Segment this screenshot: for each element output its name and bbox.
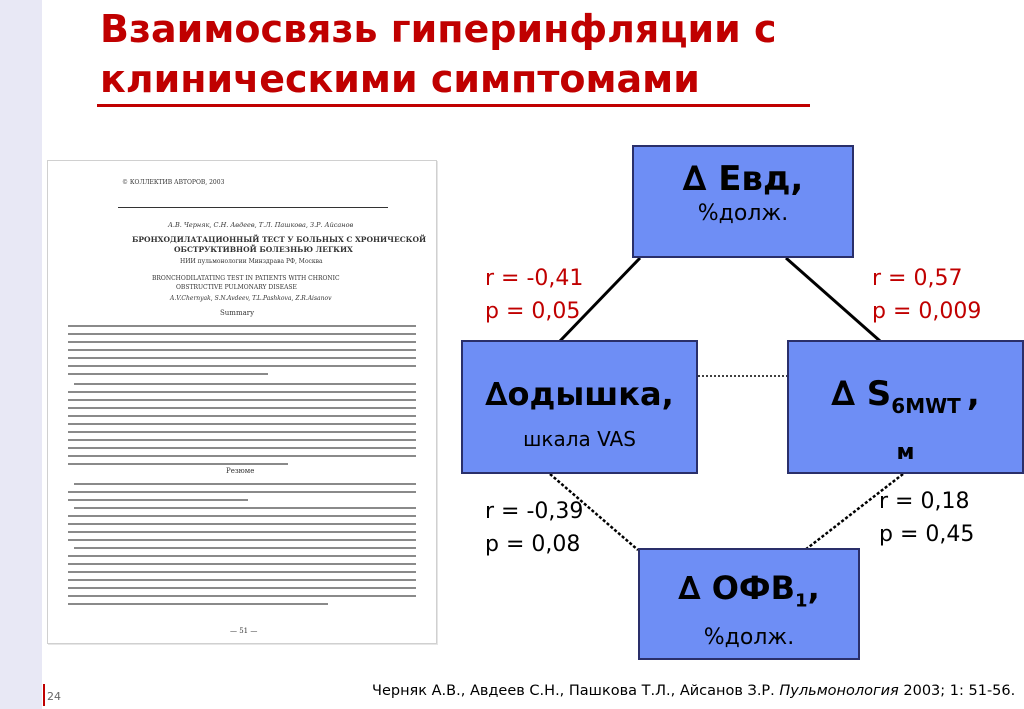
- stat-dyspnea-ofv1: [485, 495, 583, 561]
- stat-dyspnea-ofv1-p: p = 0,08: [485, 532, 581, 557]
- node-s6mwt-label: [789, 374, 1022, 426]
- node-dyspnea-label: ∆одышка,: [485, 375, 674, 413]
- stat-dyspnea-ofv1-r: r = -0,39: [485, 499, 584, 524]
- citation-tail: 2003; 1: 51-56.: [898, 683, 1016, 699]
- node-ofv1-label: [640, 568, 858, 621]
- connector-evd-s6mwt: [786, 258, 880, 341]
- stat-evd-dyspnea-r: r = -0,41: [485, 266, 584, 291]
- node-dyspnea-unit: шкала VAS: [523, 427, 636, 451]
- stat-evd-s6mwt-r: r = 0,57: [872, 266, 963, 291]
- slide-title-line1: Взаимосвязь гиперинфляции с: [100, 7, 777, 51]
- page-number-marker: [43, 684, 45, 706]
- node-ofv1-unit: %долж.: [703, 625, 795, 651]
- article-copyright: © КОЛЛЕКТИВ АВТОРОВ, 2003: [122, 179, 225, 186]
- stat-s6mwt-ofv1: [879, 485, 974, 551]
- node-s6mwt: [787, 340, 1024, 474]
- article-title-ru-1: БРОНХОДИЛАТАЦИОННЫЙ ТЕСТ У БОЛЬНЫХ С ХРОНИЧЕСКОЙ: [132, 235, 427, 244]
- node-ofv1-label-main: ∆ ОФВ: [678, 569, 796, 607]
- article-authors: А.В. Черняк, С.Н. Авдеев, Т.Л. Пашкова, З.Р. Айсанов: [168, 221, 354, 229]
- node-dyspnea: [461, 340, 698, 474]
- article-summary-heading: Summary: [220, 309, 255, 317]
- citation-journal: Пульмонология: [779, 683, 899, 699]
- citation-authors: Черняк А.В., Авдеев С.Н., Пашкова Т.Л., Айсанов З.Р.: [372, 683, 780, 699]
- node-evd-label: ∆ Евд,: [682, 159, 804, 199]
- citation: [372, 683, 1015, 699]
- stat-s6mwt-ofv1-p: p = 0,45: [879, 522, 975, 547]
- node-s6mwt-unit: м: [896, 439, 915, 465]
- node-ofv1-label-tail: ,: [807, 569, 820, 607]
- stat-evd-s6mwt: [872, 262, 981, 328]
- article-title-ru-2: ОБСТРУКТИВНОЙ БОЛЕЗНЬЮ ЛЕГКИХ: [174, 245, 353, 254]
- node-s6mwt-label-sub: 6MWT: [891, 393, 961, 418]
- stat-evd-dyspnea-p: p = 0,05: [485, 299, 581, 324]
- article-page-number: — 51 —: [230, 627, 258, 635]
- node-s6mwt-label-main: ∆ S: [831, 374, 892, 414]
- article-title-en-1: BRONCHODILATATING TEST IN PATIENTS WITH CHRONIC: [152, 275, 340, 282]
- stat-evd-dyspnea: [485, 262, 583, 328]
- article-title-en-2: OBSTRUCTIVE PULMONARY DISEASE: [176, 284, 297, 291]
- node-ofv1: [638, 548, 860, 660]
- page-number: 24: [47, 690, 61, 703]
- article-authors-en: A.V.Chernyak, S.N.Avdeev, T.L.Pashkova, Z.R.Aisanov: [170, 295, 332, 302]
- node-s6mwt-label-tail: ,: [966, 374, 980, 414]
- node-evd: [632, 145, 854, 258]
- node-evd-unit: %долж.: [697, 201, 789, 226]
- stat-s6mwt-ofv1-r: r = 0,18: [879, 489, 970, 514]
- stat-evd-s6mwt-p: p = 0,009: [872, 299, 982, 324]
- slide-title-line2: клиническими симптомами: [100, 57, 700, 101]
- article-resume-heading: Резюме: [226, 467, 255, 475]
- node-ofv1-label-sub: 1: [795, 590, 808, 612]
- article-institute: НИИ пульмонологии Минздрава РФ, Москва: [180, 258, 323, 265]
